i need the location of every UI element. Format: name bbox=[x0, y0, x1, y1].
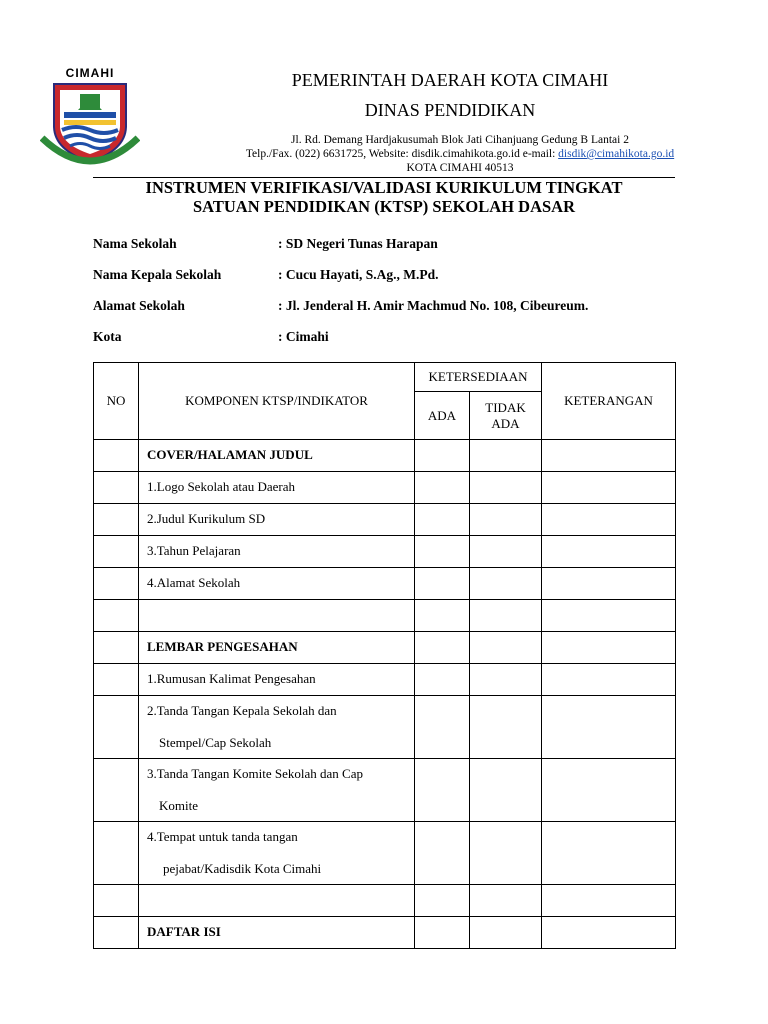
city-line: KOTA CIMAHI 40513 bbox=[406, 162, 514, 174]
row-label: DAFTAR ISI bbox=[139, 917, 415, 949]
table-row bbox=[94, 472, 676, 504]
header-availability: KETERSEDIAAN bbox=[415, 363, 542, 392]
row-label-line1: 4.Tempat untuk tanda tangan bbox=[147, 829, 298, 844]
table-row bbox=[94, 917, 676, 949]
info-value: : SD Negeri Tunas Harapan bbox=[278, 236, 438, 251]
row-label bbox=[139, 822, 415, 885]
info-label: Kota bbox=[93, 329, 122, 344]
contact-line bbox=[140, 147, 768, 161]
address-line: Jl. Rd. Demang Hardjakusumah Blok Jati Cihanjuang Gedung B Lantai 2 bbox=[291, 134, 629, 146]
contact-text: Telp./Fax. (022) 6631725, Website: disdik.cimahikota.go.id e-mail: bbox=[245, 148, 559, 160]
cimahi-logo bbox=[40, 66, 140, 166]
table-row bbox=[94, 504, 676, 536]
table-row bbox=[94, 536, 676, 568]
row-label: 1.Rumusan Kalimat Pengesahan bbox=[139, 664, 415, 696]
logo-text: CIMAHI bbox=[65, 66, 115, 80]
row-label: 3.Tahun Pelajaran bbox=[139, 536, 415, 568]
table-row bbox=[94, 885, 676, 917]
row-label-line2: pejabat/Kadisdik Kota Cimahi bbox=[163, 861, 322, 876]
document-title-line2: SATUAN PENDIDIKAN (KTSP) SEKOLAH DASAR bbox=[193, 197, 575, 216]
row-label: 4.Alamat Sekolah bbox=[139, 568, 415, 600]
info-value: : Cucu Hayati, S.Ag., M.Pd. bbox=[278, 267, 439, 282]
row-label: LEMBAR PENGESAHAN bbox=[139, 632, 415, 664]
header-no: NO bbox=[94, 363, 139, 440]
info-value: : Cimahi bbox=[278, 329, 329, 344]
info-label: Nama Sekolah bbox=[93, 236, 177, 251]
row-label bbox=[139, 759, 415, 822]
header-notes: KETERANGAN bbox=[542, 363, 676, 440]
row-label: COVER/HALAMAN JUDUL bbox=[139, 440, 415, 472]
info-label: Nama Kepala Sekolah bbox=[93, 267, 222, 282]
table-row bbox=[94, 600, 676, 632]
info-label: Alamat Sekolah bbox=[93, 298, 185, 313]
row-label bbox=[139, 600, 415, 632]
header-tidak-ada: TIDAK ADA bbox=[470, 392, 542, 440]
header-ada: ADA bbox=[415, 392, 470, 440]
government-title: PEMERINTAH DAERAH KOTA CIMAHI bbox=[291, 70, 609, 90]
row-label-line1: 3.Tanda Tangan Komite Sekolah dan Cap bbox=[147, 766, 363, 781]
row-label: 1.Logo Sekolah atau Daerah bbox=[139, 472, 415, 504]
row-label-line2: Komite bbox=[159, 798, 198, 813]
table-row bbox=[94, 664, 676, 696]
table-row bbox=[94, 759, 676, 822]
document-title-line1: INSTRUMEN VERIFIKASI/VALIDASI KURIKULUM TINGKAT bbox=[145, 178, 623, 197]
info-value: : Jl. Jenderal H. Amir Machmud No. 108, Cibeureum. bbox=[278, 298, 589, 313]
email-link[interactable]: disdik@cimahikota.go.id bbox=[558, 148, 675, 160]
city-emblem-icon bbox=[40, 80, 140, 166]
row-label-line1: 2.Tanda Tangan Kepala Sekolah dan bbox=[147, 703, 337, 718]
table-row bbox=[94, 696, 676, 759]
row-label bbox=[139, 696, 415, 759]
row-label bbox=[139, 885, 415, 917]
header-component: KOMPONEN KTSP/INDIKATOR bbox=[139, 363, 415, 440]
table-row bbox=[94, 440, 676, 472]
agency-title: DINAS PENDIDIKAN bbox=[364, 100, 536, 120]
table-row bbox=[94, 822, 676, 885]
verification-table bbox=[93, 362, 676, 949]
table-row bbox=[94, 632, 676, 664]
row-label-line2: Stempel/Cap Sekolah bbox=[159, 735, 272, 750]
row-label: 2.Judul Kurikulum SD bbox=[139, 504, 415, 536]
table-row bbox=[94, 568, 676, 600]
